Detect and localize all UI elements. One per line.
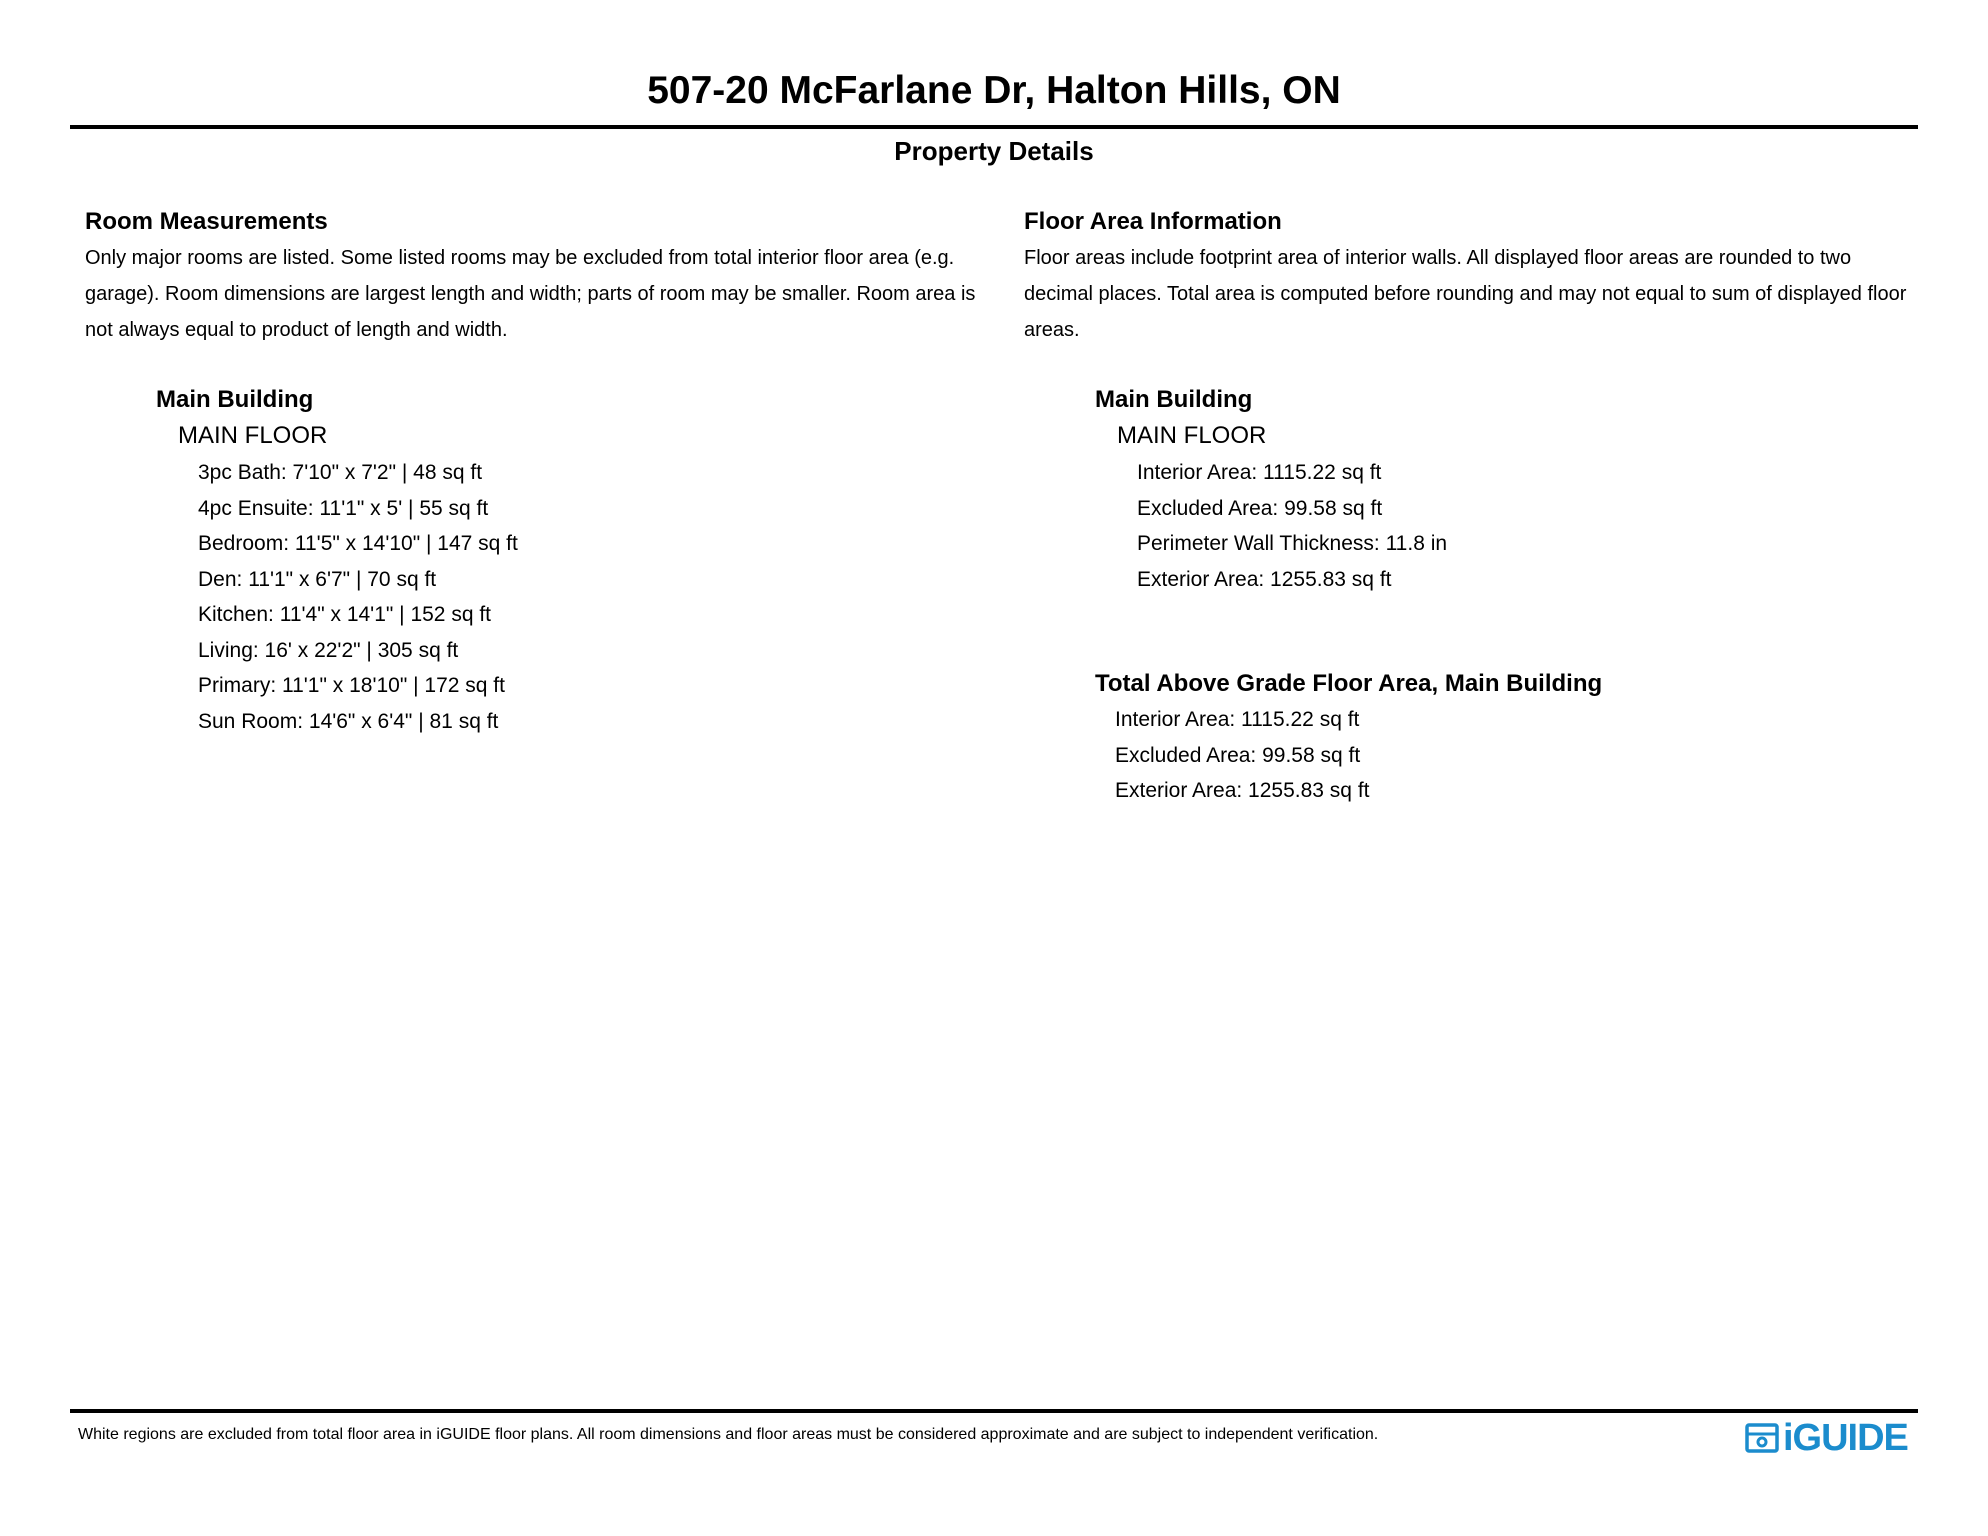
floor-area-heading: Floor Area Information [1024,208,1282,235]
room-item: Bedroom: 11'5" x 14'10" | 147 sq ft [198,532,518,555]
floor-label: MAIN FLOOR [178,422,328,449]
room-item: 3pc Bath: 7'10" x 7'2" | 48 sq ft [198,461,483,484]
room-item: 4pc Ensuite: 11'1" x 5' | 55 sq ft [198,496,489,520]
total-area-item: Exterior Area: 1255.83 sq ft [1115,779,1370,802]
room-item: Den: 11'1" x 6'7" | 70 sq ft [198,567,437,591]
page-subtitle: Property Details [894,136,1094,166]
room-item: Primary: 11'1" x 18'10" | 172 sq ft [198,674,505,697]
room-measurements-description: Only major rooms are listed. Some listed rooms may be excluded from total interior floor area (e.g. garage). Room dimensions are largest length and width; parts of room may be smaller. Room area is not always equal to product of length and width. [85,247,976,341]
building-heading: Main Building [156,386,314,413]
room-measurements-section [85,206,985,348]
room-item: Sun Room: 14'6" x 6'4" | 81 sq ft [198,709,499,733]
room-measurements-heading: Room Measurements [85,208,328,235]
total-floor-area [1095,666,1602,809]
total-floor-area-list [1095,702,1602,809]
total-area-item: Excluded Area: 99.58 sq ft [1115,743,1361,767]
floor-area-section [1024,206,1924,348]
floor-area-list [1095,455,1447,597]
header-divider [70,125,1918,129]
total-floor-area-heading: Total Above Grade Floor Area, Main Building [1095,670,1603,697]
footer-disclaimer: White regions are excluded from total floor area in iGUIDE floor plans. All room dimensions and floor areas must be considered approximate and are subject to independent verification. [78,1426,1379,1443]
floor-area-item: Perimeter Wall Thickness: 11.8 in [1137,532,1448,555]
iguide-logo-text: iGUIDE [1783,1417,1908,1459]
room-item: Living: 16' x 22'2" | 305 sq ft [198,638,459,662]
building-heading: Main Building [1095,386,1253,413]
total-area-item: Interior Area: 1115.22 sq ft [1115,708,1360,731]
iguide-logo [1745,1418,1908,1458]
floor-area-item: Exterior Area: 1255.83 sq ft [1137,567,1392,591]
floor-label: MAIN FLOOR [1117,422,1267,449]
room-item: Kitchen: 11'4" x 14'1" | 152 sq ft [198,603,492,626]
floor-area-building [1095,382,1447,597]
footer-divider [70,1409,1918,1413]
iguide-logo-icon [1745,1423,1779,1453]
room-measurements-building [156,382,518,739]
floor-area-description: Floor areas include footprint area of interior walls. All displayed floor areas are rounded to two decimal places. Total area is computed before rounding and may not equal to sum of displayed floor areas. [1024,247,1907,341]
floor-area-item: Excluded Area: 99.58 sq ft [1137,496,1383,520]
page-title: 507-20 McFarlane Dr, Halton Hills, ON [647,69,1341,112]
room-list [156,455,518,739]
floor-area-item: Interior Area: 1115.22 sq ft [1137,461,1382,484]
